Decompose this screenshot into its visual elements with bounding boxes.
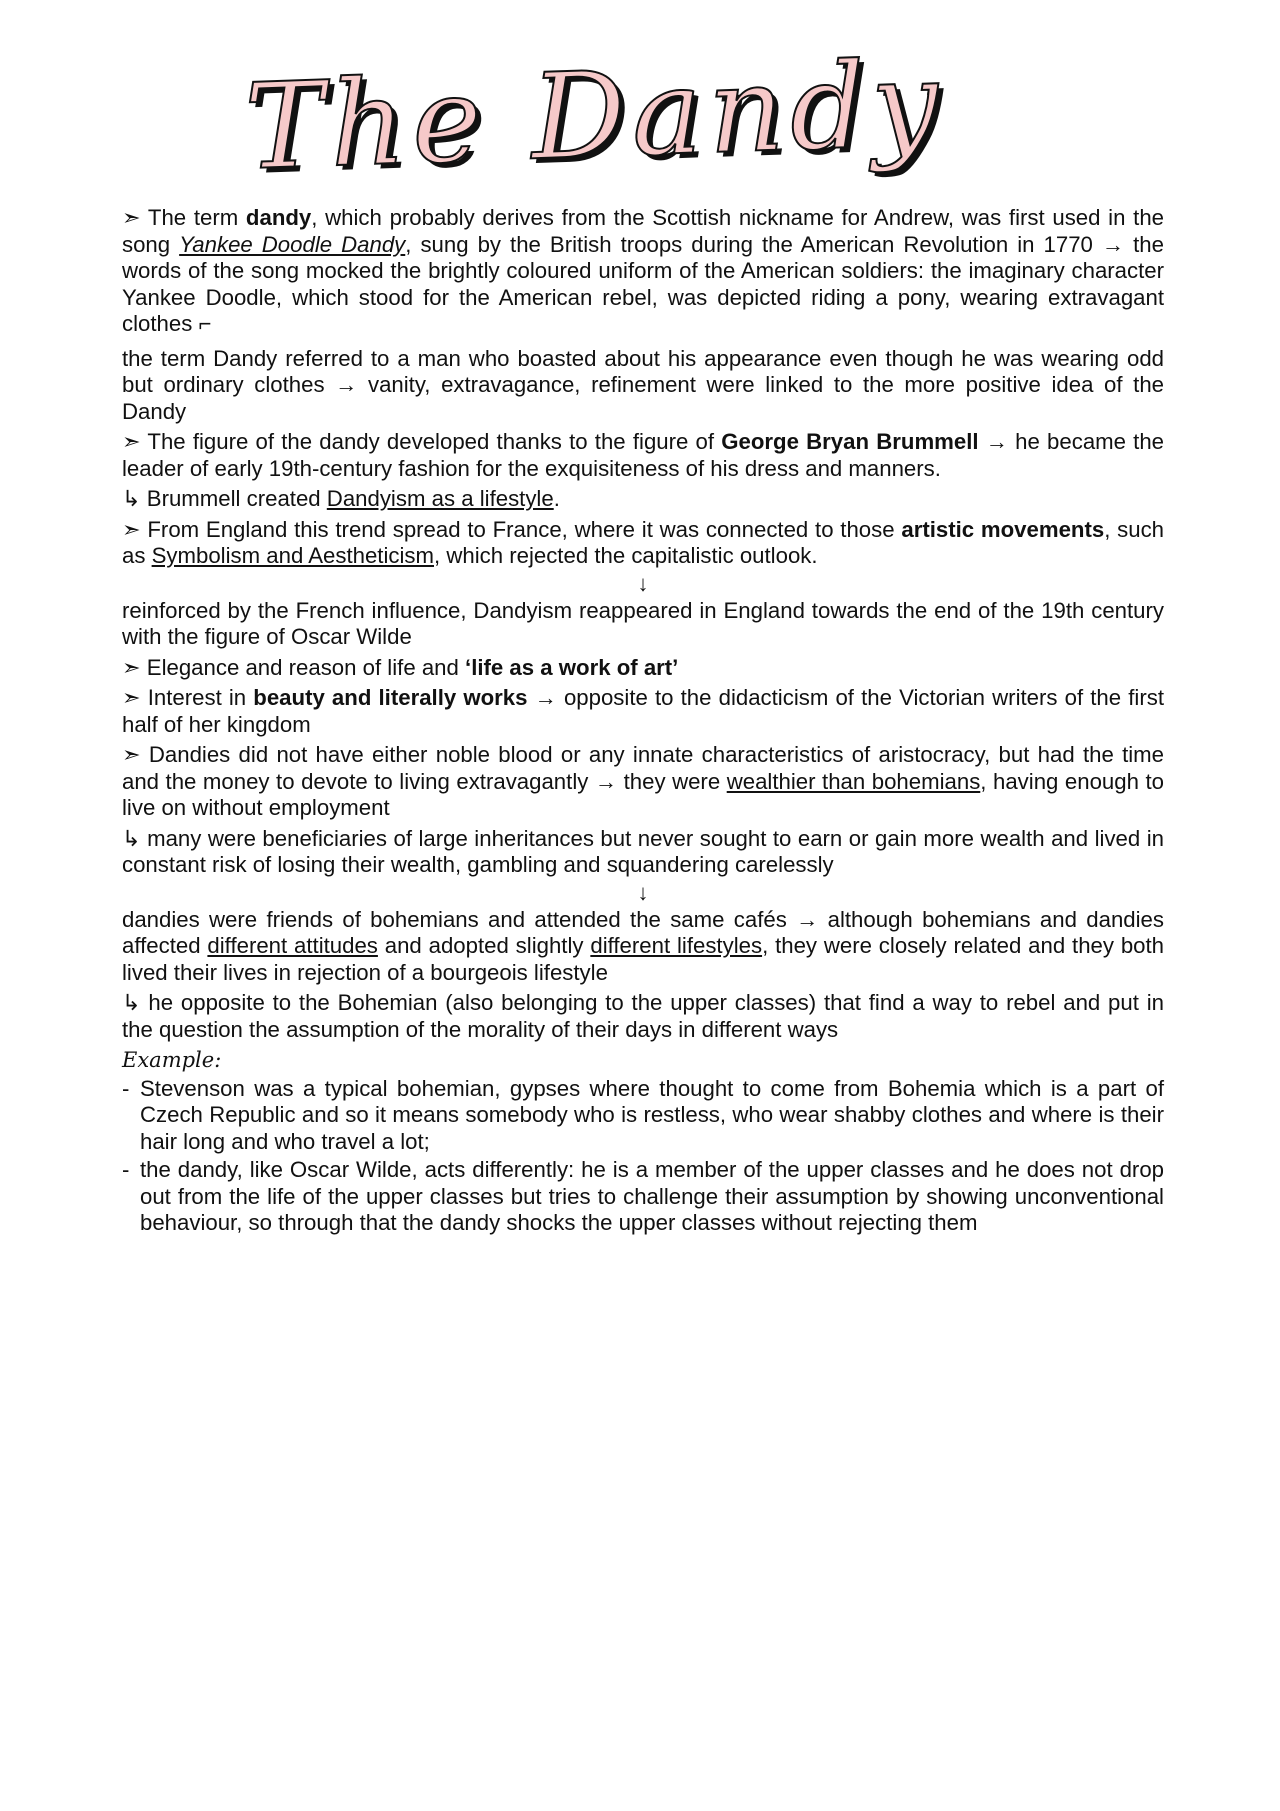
list-item: - the dandy, like Oscar Wilde, acts differently: he is a member of the upper classes and he does not drop out from the life of the upper classes but tries to challenge their assumption by showing unconventional behaviour, so through that the dandy shocks the upper classes without rejecting them — [122, 1157, 1164, 1235]
paragraph-brummell: ➣ The figure of the dandy developed thanks to the figure of George Bryan Brummell → he became the leader of early 19th-century fashion for the exquisiteness of his dress and manners. — [122, 429, 1165, 481]
paragraph-term-meaning: the term Dandy referred to a man who boasted about his appearance even though he was wearing odd but ordinary clothes → vanity, extravagance, refinement were linked to the more positive idea of the Dandy — [122, 345, 1164, 424]
dash-icon: - — [122, 1075, 130, 1101]
bullet-arrow-icon: ➣ — [122, 516, 141, 542]
paragraph-term-dandy: ➣ The term dandy, which probably derives from the Scottish nickname for Andrew, was first used in the song Yankee Doodle Dandy, sung by the British troops during the American Revolution in 1770 → the words of the song mocked the brightly coloured uniform of the American soldiers: the imaginary character Yankee Doodle, which stood for the American rebel, was depicted riding a pony, wearing extravagant clothes ⌐ — [122, 205, 1165, 336]
right-arrow-icon: → — [796, 906, 819, 932]
bullet-arrow-icon: ➣ — [122, 742, 141, 767]
name-brummell: George Bryan Brummell — [721, 429, 979, 454]
bullet-arrow-icon: ➣ — [122, 429, 141, 454]
right-arrow-icon: → — [594, 768, 618, 794]
bullet-arrow-icon: ➣ — [122, 685, 141, 710]
title-area — [0, 33, 1280, 210]
down-arrow-icon: ↓ — [637, 570, 649, 596]
dash-icon: - — [122, 1157, 130, 1182]
paragraph-no-noble-blood: ➣ Dandies did not have either noble blood or any innate characteristics of aristocracy, but had the time and the money to devote to living extravagantly → they were wealthier than bohemians, having enough to live on without employment — [122, 742, 1164, 820]
return-arrow-icon: ↳ — [122, 990, 141, 1015]
paragraph-oscar-wilde: reinforced by the French influence, Dandyism reappeared in England towards the end of the 19th century with the figure of Oscar Wilde — [122, 597, 1164, 649]
paragraph-inheritances: ↳ many were beneficiaries of large inheritances but never sought to earn or gain more wealth and lived in constant risk of losing their wealth, gambling and squandering carelessly — [122, 825, 1164, 877]
song-title: Yankee Doodle Dandy — [179, 231, 406, 257]
term-dandy: dandy — [245, 205, 312, 230]
right-arrow-icon: → — [335, 372, 358, 397]
right-arrow-icon: → — [1101, 231, 1125, 257]
right-arrow-icon: → — [534, 685, 557, 710]
notes-body — [122, 205, 1164, 1239]
down-arrow-icon: ↓ — [637, 879, 649, 905]
right-arrow-icon: → — [985, 429, 1008, 454]
paragraph-bohemians: dandies were friends of bohemians and attended the same cafés → although bohemians and dandies affected different attitudes and adopted slightly different lifestyles, they were closely related and they both lived their lives in rejection of a bourgeois lifestyle — [122, 906, 1165, 985]
page-title: The Dandy — [243, 33, 947, 197]
paragraph-france: ➣ From England this trend spread to France, where it was connected to those artistic movements, such as Symbolism and Aestheticism, which rejected the capitalistic outlook. — [122, 516, 1165, 568]
return-arrow-icon: ↳ — [122, 825, 141, 851]
example-label: Example: — [122, 1048, 222, 1072]
return-arrow-icon: ↳ — [122, 486, 141, 511]
list-item: - Stevenson was a typical bohemian, gypses where thought to come from Bohemia which is a part of Czech Republic and so it means somebody who is restless, who wear shabby clothes and where is their hair long and who travel a lot; — [122, 1075, 1164, 1154]
bullet-arrow-icon: ➣ — [122, 654, 141, 680]
paragraph-opposite-bohemian: ↳ he opposite to the Bohemian (also belonging to the upper classes) that find a way to rebel and put in the question the assumption of the morality of their days in different ways — [122, 990, 1164, 1042]
corner-arrow-icon: ⌐ — [198, 311, 212, 336]
paragraph-dandyism-lifestyle: ↳ Brummell created Dandyism as a lifestyle. — [122, 486, 560, 511]
bullet-arrow-icon: ➣ — [122, 205, 141, 230]
paragraph-beauty: ➣ Interest in beauty and literally works → opposite to the didacticism of the Victorian writers of the first half of her kingdom — [122, 685, 1164, 737]
paragraph-life-as-art: ➣ Elegance and reason of life and ‘life as a work of art’ — [122, 654, 679, 680]
